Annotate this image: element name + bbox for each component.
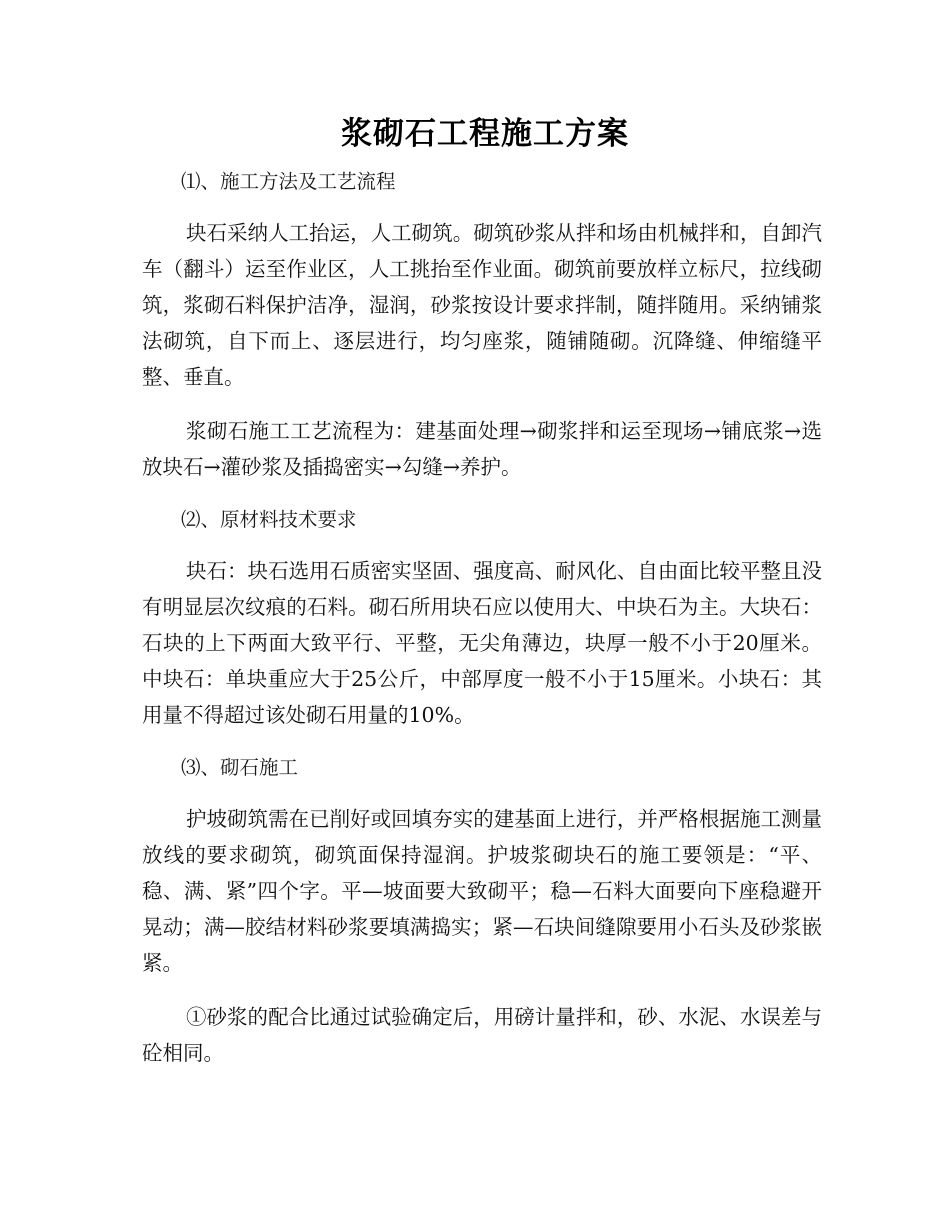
paragraph-construction-method: 块石采纳人工抬运，人工砌筑。砌筑砂浆从拌和场由机械拌和，自卸汽车（翻斗）运至作业区，人工挑抬至作业面。砌筑前要放样立标尺，拉线砌筑，浆砌石料保护洁净，湿润，砂浆按设计要求拌制，随拌随用。采纳铺浆法砌筑，自下而上、逐层进行，均匀座浆，随铺随砌。沉降缝、伸缩缝平整、垂直。 [142,221,822,389]
paragraph-mortar-mix: ①砂浆的配合比通过试验确定后，用磅计量拌和，砂、水泥、水误差与砼相同。 [142,1005,822,1065]
paragraph-process-flow: 浆砌石施工工艺流程为：建基面处理→砌浆拌和运至现场→铺底浆→选放块石→灌砂浆及插捣密实→勾缝→养护。 [142,419,822,479]
section-heading-2: ⑵、原材料技术要求 [181,508,357,531]
section-heading-3: ⑶、砌石施工 [181,756,299,779]
paragraph-masonry-essentials: 护坡砌筑需在已削好或回填夯实的建基面上进行，并严格根据施工测量放线的要求砌筑，砌筑面保持湿润。护坡浆砌块石的施工要领是：“平、稳、满、紧”四个字。平—坡面要大致砌平；稳—石料大面要向下座稳避开晃动；满—胶结材料砂浆要填满捣实；紧—石块间缝隙要用小石头及砂浆嵌紧。 [142,807,822,975]
section-heading-1: ⑴、施工方法及工艺流程 [181,170,396,193]
document-title: 浆砌石工程施工方案 [341,116,629,152]
paragraph-stone-requirements: 块石：块石选用石质密实坚固、强度高、耐风化、自由面比较平整且没有明显层次纹痕的石料。砌石所用块石应以使用大、中块石为主。大块石：石块的上下两面大致平行、平整，无尖角薄边，块厚一般不小于20厘米。中块石：单块重应大于25公斤，中部厚度一般不小于15厘米。小块石：其用量不得超过该处砌石用量的10%。 [142,559,822,727]
